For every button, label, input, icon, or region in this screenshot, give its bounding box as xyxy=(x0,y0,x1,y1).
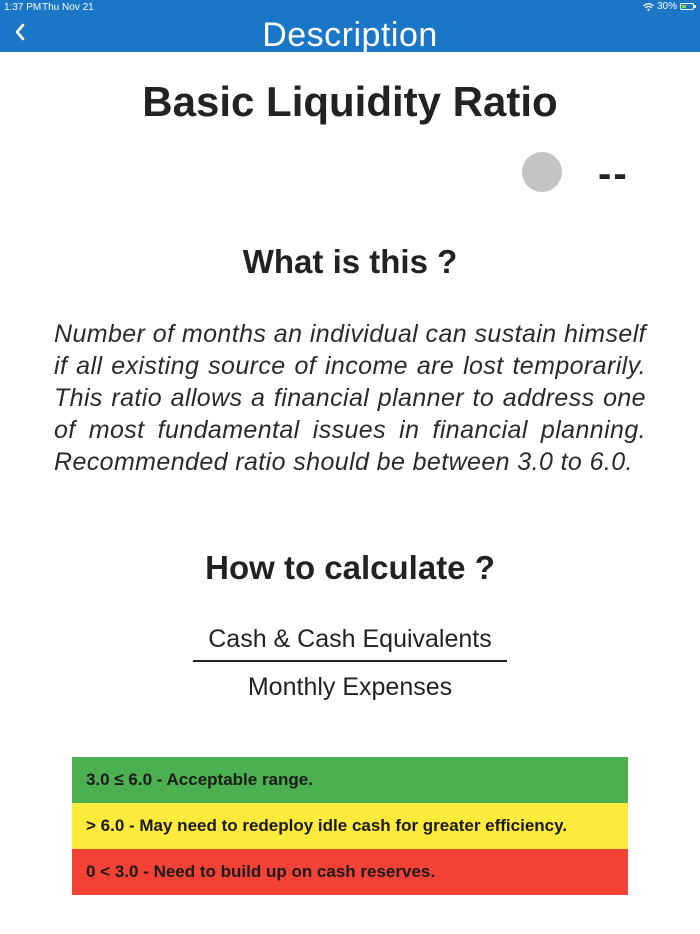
how-to-calculate-heading: How to calculate ? xyxy=(205,549,495,586)
header-title: Description xyxy=(262,16,438,54)
status-time: 1:37 PM xyxy=(4,2,42,13)
formula-denominator: Monthly Expenses xyxy=(247,673,453,701)
what-is-this-heading: What is this ? xyxy=(242,243,458,280)
range-label: 3.0 ≤ 6.0 - Acceptable range. xyxy=(86,770,313,789)
range-legend xyxy=(72,757,628,895)
range-high xyxy=(72,803,628,849)
nav-header xyxy=(0,0,700,52)
range-label: 0 < 3.0 - Need to build up on cash reserves. xyxy=(86,862,436,881)
range-low xyxy=(72,849,628,895)
status-indicator xyxy=(522,152,562,192)
status-right xyxy=(643,1,694,12)
ratio-value: -- xyxy=(598,152,629,196)
page-title: Basic Liquidity Ratio xyxy=(142,78,558,125)
range-label: > 6.0 - May need to redeploy idle cash for greater efficiency. xyxy=(86,816,568,835)
status-date: Thu Nov 21 xyxy=(42,2,94,13)
range-acceptable xyxy=(72,757,628,803)
battery-icon xyxy=(680,3,694,10)
battery-percent: 30% xyxy=(656,1,677,12)
description-text: Number of months an individual can sustain himself if all existing source of income are lost temporarily. This ratio allows a financial planner to address one of most fundamental issues in financial planning. Recommended ratio should be between 3.0 to 6.0. xyxy=(54,320,646,476)
formula-numerator: Cash & Cash Equivalents xyxy=(193,620,507,662)
wifi-icon xyxy=(643,3,654,11)
